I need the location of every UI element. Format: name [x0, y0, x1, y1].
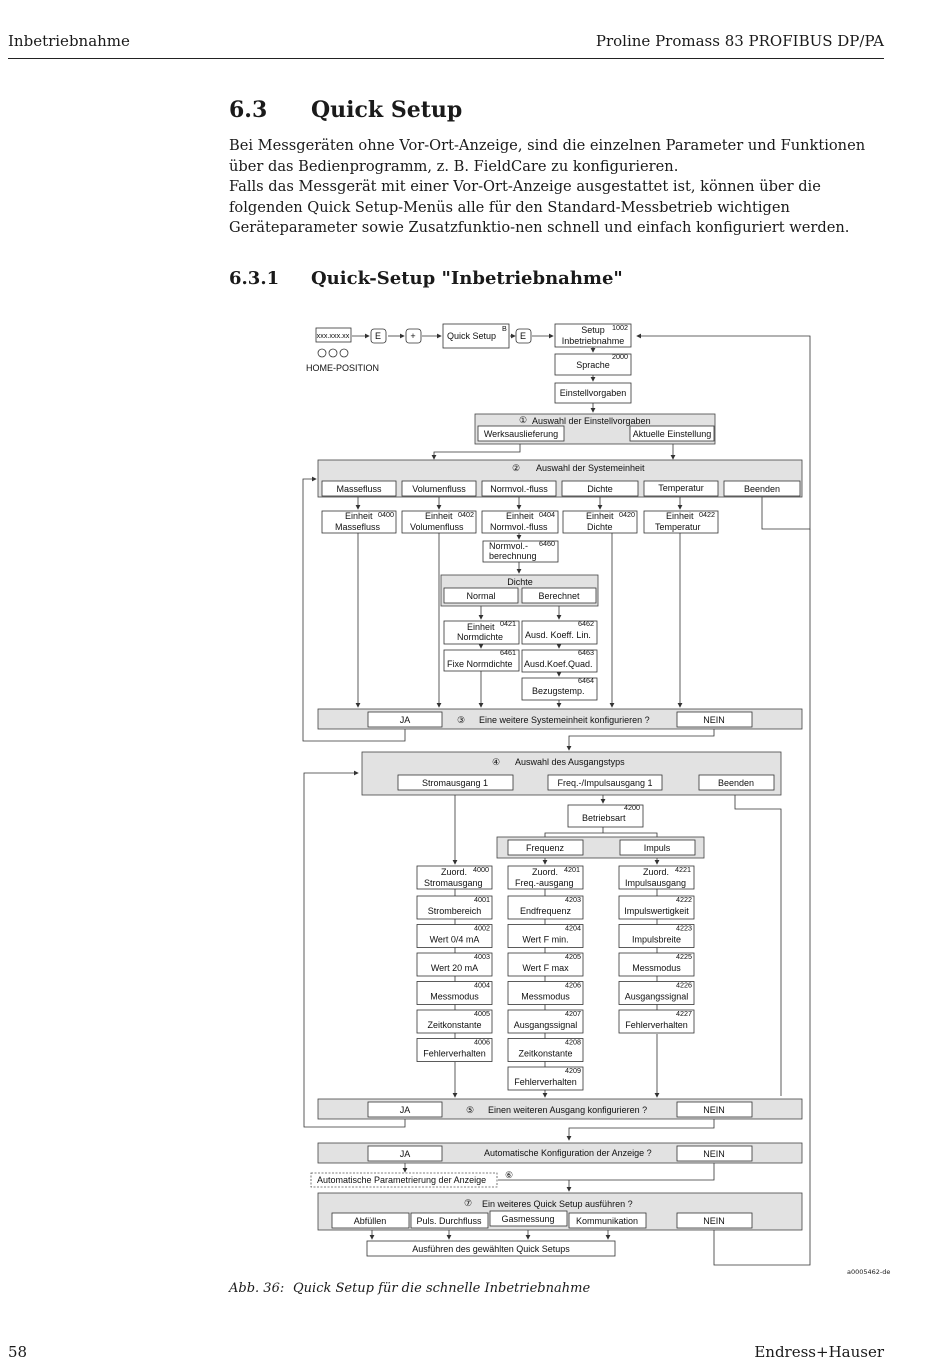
svg-text:Zuord.: Zuord.	[441, 867, 468, 877]
parameter-code: 4225	[676, 952, 692, 961]
svg-text:Einheit: Einheit	[666, 511, 694, 521]
parameter-label: Wert F min.	[522, 934, 569, 945]
parameter-box	[417, 1038, 492, 1062]
zuord-freq-ausgang-box	[508, 865, 583, 889]
einheit-normdichte-box	[444, 619, 519, 644]
svg-text:NEIN: NEIN	[703, 715, 725, 725]
betriebsart-box	[568, 803, 643, 827]
frequenz-impuls-group	[497, 837, 704, 858]
svg-text:4221: 4221	[675, 865, 691, 874]
ausd-koef-quad-box	[522, 648, 597, 672]
svg-text:Dichte: Dichte	[507, 577, 533, 587]
parameter-code: 4004	[474, 980, 490, 990]
freq-ausgang-parameter-list	[508, 889, 583, 1090]
figure-label: Abb. 36:	[229, 1281, 285, 1296]
einheit-normvol-box	[482, 510, 558, 533]
parameter-box	[508, 924, 583, 948]
subsection-title: Quick-Setup "Inbetriebnahme"	[311, 268, 623, 289]
svg-text:Automatische Parametrierung de: Automatische Parametrierung der Anzeige	[317, 1175, 487, 1185]
auto-konfiguration-bar	[318, 1143, 802, 1163]
svg-text:6461: 6461	[500, 648, 516, 657]
svg-text:Puls. Durchfluss: Puls. Durchfluss	[416, 1216, 482, 1226]
zuord-stromausgang-box	[417, 865, 492, 889]
svg-text:Stromausgang: Stromausgang	[424, 878, 483, 888]
page-number: 58	[8, 1343, 28, 1361]
parameter-code: 4005	[474, 1009, 490, 1018]
parameter-label: Endfrequenz	[519, 906, 572, 916]
parameter-box	[619, 1009, 694, 1033]
svg-text:Quick Setup: Quick Setup	[447, 331, 497, 341]
auswahl-einstellvorgaben-group	[475, 414, 715, 444]
svg-text:Einen weiteren Ausgang konfigu: Einen weiteren Ausgang konfigurieren ?	[488, 1105, 648, 1115]
auswahl-systemeinheit-group	[318, 460, 802, 497]
parameter-code: 4208	[565, 1037, 581, 1047]
svg-text:6462: 6462	[578, 619, 594, 628]
svg-text:Temperatur: Temperatur	[655, 522, 701, 532]
subsection-number: 6.3.1	[229, 268, 280, 289]
svg-text:+: +	[410, 331, 416, 341]
svg-text:Abfüllen: Abfüllen	[353, 1216, 387, 1226]
svg-text:Inbetriebnahme: Inbetriebnahme	[561, 336, 625, 346]
svg-text:Ausd.Koef.Quad.: Ausd.Koef.Quad.	[524, 659, 593, 669]
parameter-code: 4006	[474, 1037, 490, 1047]
parameter-code: 4226	[676, 980, 692, 990]
auto-parametrierung-box	[311, 1170, 513, 1187]
svg-text:Frequenz: Frequenz	[525, 843, 565, 853]
figure-caption	[229, 1281, 590, 1296]
parameter-code: 4001	[474, 895, 490, 904]
einheit-volumenfluss-box	[402, 510, 476, 533]
svg-text:③: ③	[457, 715, 466, 725]
svg-text:Betriebsart: Betriebsart	[582, 813, 626, 823]
figure-caption-text: Quick Setup für die schnelle Inbetriebnahme	[293, 1281, 591, 1296]
parameter-box	[508, 1009, 583, 1033]
parameter-code: 4209	[565, 1066, 581, 1075]
svg-text:Berechnet: Berechnet	[538, 591, 580, 601]
stromausgang-parameter-list	[417, 889, 492, 1062]
svg-text:Setup: Setup	[581, 325, 605, 335]
svg-text:Impulsausgang: Impulsausgang	[625, 878, 687, 888]
parameter-label: Messmodus	[521, 991, 570, 1002]
parameter-label: Wert 0/4 mA	[429, 934, 480, 945]
svg-text:Normal: Normal	[466, 591, 496, 601]
parameter-box	[619, 952, 694, 976]
display-readout: xxx.xxx.xx	[316, 331, 350, 340]
svg-text:Einheit: Einheit	[345, 511, 373, 521]
svg-text:Freq.-ausgang: Freq.-ausgang	[515, 878, 574, 888]
svg-text:JA: JA	[399, 1105, 411, 1115]
svg-text:0400: 0400	[378, 510, 394, 519]
running-header-product: Proline Promass 83 PROFIBUS DP/PA	[595, 32, 884, 50]
einheit-dichte-box	[563, 510, 637, 533]
home-position-display	[306, 328, 382, 373]
dichte-group	[441, 575, 598, 606]
svg-text:Freq.-/Impulsausgang 1: Freq.-/Impulsausgang 1	[557, 778, 653, 788]
parameter-label: Fehlerverhalten	[423, 1048, 486, 1059]
svg-text:Aktuelle Einstellung: Aktuelle Einstellung	[632, 429, 712, 439]
svg-text:②: ②	[512, 463, 521, 473]
einheit-massefluss-box	[322, 510, 396, 533]
svg-text:4000: 4000	[473, 865, 489, 874]
svg-text:Einheit: Einheit	[506, 511, 534, 521]
parameter-label: Fehlerverhalten	[625, 1020, 688, 1030]
parameter-code: 4203	[565, 895, 581, 904]
svg-text:Ausd. Koeff. Lin.: Ausd. Koeff. Lin.	[525, 630, 591, 640]
svg-text:NEIN: NEIN	[703, 1216, 725, 1226]
parameter-code: 4223	[676, 923, 692, 933]
svg-text:NEIN: NEIN	[703, 1105, 725, 1115]
svg-text:Dichte: Dichte	[587, 522, 613, 532]
svg-text:6460: 6460	[539, 539, 555, 548]
svg-text:Bezugstemp.: Bezugstemp.	[532, 686, 585, 696]
parameter-box	[619, 924, 694, 948]
svg-text:⑦: ⑦	[464, 1198, 473, 1208]
svg-text:Einheit: Einheit	[467, 622, 495, 632]
normvol-berechnung-box	[483, 539, 558, 562]
parameter-code: 4207	[565, 1009, 581, 1018]
svg-text:Normvol.-: Normvol.-	[489, 541, 529, 551]
parameter-label: Impulswertigkeit	[624, 906, 689, 916]
parameter-box	[417, 981, 492, 1005]
key-e-icon	[371, 329, 386, 343]
svg-text:Zuord.: Zuord.	[532, 867, 559, 877]
svg-text:1002: 1002	[612, 323, 628, 332]
einstellvorgaben-box	[555, 383, 631, 403]
sprache-box	[555, 352, 631, 375]
parameter-box	[417, 895, 492, 919]
parameter-label: Messmodus	[430, 991, 479, 1002]
weiterer-ausgang-bar	[318, 1099, 802, 1119]
parameter-box	[619, 981, 694, 1005]
svg-text:Werksauslieferung: Werksauslieferung	[483, 429, 559, 439]
svg-text:Auswahl des Ausgangstyps: Auswahl des Ausgangstyps	[515, 757, 625, 767]
svg-text:JA: JA	[399, 715, 411, 725]
svg-text:Gasmessung: Gasmessung	[501, 1214, 555, 1224]
parameter-code: 4206	[565, 980, 581, 990]
svg-text:0402: 0402	[458, 510, 474, 519]
svg-text:JA: JA	[399, 1149, 411, 1159]
parameter-box	[508, 895, 583, 919]
intro-paragraph-1: Bei Messgeräten ohne Vor-Ort-Anzeige, sind die einzelnen Parameter und Funktionen über das Bedienprogramm, z. B. FieldCare zu konfigurieren.	[229, 137, 866, 175]
svg-text:Automatische Konfiguration der: Automatische Konfiguration der Anzeige ?	[484, 1148, 652, 1158]
svg-text:Einheit: Einheit	[586, 511, 614, 521]
parameter-box	[508, 981, 583, 1005]
svg-text:①: ①	[519, 415, 528, 425]
svg-text:Beenden: Beenden	[743, 484, 781, 494]
weiteres-quick-setup-group	[318, 1193, 802, 1230]
ausfuehren-quick-setup-box	[367, 1241, 615, 1256]
figure-code: a0005462-de	[847, 1268, 891, 1276]
parameter-label: Wert F max	[522, 963, 569, 973]
parameter-code: 4205	[565, 952, 581, 961]
svg-text:0421: 0421	[500, 619, 516, 628]
svg-text:0422: 0422	[699, 510, 715, 519]
parameter-label: Ausgangssignal	[624, 991, 689, 1002]
key-plus-icon	[406, 329, 421, 343]
svg-text:4200: 4200	[624, 803, 640, 812]
svg-text:Fixe Normdichte: Fixe Normdichte	[447, 659, 513, 669]
footer-brand: Endress+Hauser	[754, 1343, 884, 1361]
svg-text:Normdichte: Normdichte	[457, 632, 504, 642]
parameter-box	[508, 1038, 583, 1062]
svg-text:6463: 6463	[578, 648, 594, 657]
svg-text:NEIN: NEIN	[703, 1149, 725, 1159]
parameter-label: Wert 20 mA	[430, 963, 479, 973]
parameter-box	[417, 924, 492, 948]
intro-paragraph-2: Falls das Messgerät mit einer Vor-Ort-Anzeige ausgestattet ist, können über die folgenden Quick Setup-Menüs alle für den Standard-Messbetrieb wichtigen Geräteparameter sowie Zusatzfunktio-nen schnell und einfach konfiguriert werden.	[229, 178, 850, 236]
svg-text:6464: 6464	[578, 676, 594, 685]
parameter-box	[619, 895, 694, 919]
svg-text:B: B	[502, 324, 507, 333]
svg-text:2000: 2000	[612, 352, 628, 361]
parameter-label: Messmodus	[632, 963, 681, 973]
parameter-code: 4222	[676, 895, 692, 904]
fixe-normdichte-box	[444, 648, 519, 671]
parameter-label: Zeitkonstante	[518, 1048, 573, 1059]
svg-text:Volumenfluss: Volumenfluss	[412, 484, 466, 494]
svg-text:Zuord.: Zuord.	[643, 867, 670, 877]
svg-text:E: E	[374, 331, 382, 341]
parameter-code: 4227	[676, 1009, 692, 1018]
svg-text:Stromausgang 1: Stromausgang 1	[421, 778, 489, 788]
ausd-koeff-lin-box	[522, 619, 597, 644]
svg-text:Ein weiteres Quick Setup ausfü: Ein weiteres Quick Setup ausführen ?	[482, 1199, 633, 1209]
svg-text:Volumenfluss: Volumenfluss	[410, 522, 464, 532]
svg-text:Normvol.-fluss: Normvol.-fluss	[490, 484, 548, 494]
svg-text:0420: 0420	[619, 510, 635, 519]
svg-text:Impuls: Impuls	[643, 843, 671, 853]
svg-text:Ausführen des gewählten Quick: Ausführen des gewählten Quick Setups	[412, 1244, 570, 1254]
svg-text:Massefluss: Massefluss	[336, 484, 382, 494]
svg-text:0404: 0404	[539, 510, 555, 519]
svg-text:Beenden: Beenden	[717, 778, 755, 788]
svg-text:Normvol.-fluss: Normvol.-fluss	[490, 522, 548, 532]
parameter-label: Fehlerverhalten	[514, 1077, 577, 1087]
svg-text:Auswahl der Systemeinheit: Auswahl der Systemeinheit	[536, 463, 645, 473]
parameter-box	[417, 952, 492, 976]
svg-text:Dichte: Dichte	[587, 484, 613, 494]
section-number: 6.3	[229, 97, 268, 123]
parameter-label: Zeitkonstante	[427, 1020, 482, 1030]
svg-text:Massefluss: Massefluss	[335, 522, 381, 532]
weitere-systemeinheit-bar	[318, 709, 802, 729]
svg-text:Einheit: Einheit	[425, 511, 453, 521]
parameter-code: 4002	[474, 923, 490, 933]
key-e-icon	[516, 329, 531, 343]
parameter-label: Strombereich	[427, 906, 482, 916]
svg-text:Temperatur: Temperatur	[658, 483, 704, 493]
impulsausgang-parameter-list	[619, 889, 694, 1033]
bezugstemp-box	[522, 676, 597, 700]
svg-text:Kommunikation: Kommunikation	[575, 1216, 639, 1226]
svg-text:Sprache: Sprache	[576, 360, 610, 370]
home-position-label: HOME-POSITION	[306, 363, 380, 373]
svg-text:④: ④	[492, 757, 501, 767]
parameter-label: Impulsbreite	[631, 934, 682, 945]
svg-text:berechnung: berechnung	[489, 551, 537, 561]
setup-inbetriebnahme-box	[555, 323, 631, 347]
svg-text:Auswahl der Einstellvorgaben: Auswahl der Einstellvorgaben	[532, 416, 651, 426]
svg-text:E: E	[519, 331, 527, 341]
parameter-box	[417, 1009, 492, 1033]
parameter-code: 4204	[565, 923, 581, 933]
zuord-impulsausgang-box	[619, 865, 694, 889]
svg-text:Einstellvorgaben: Einstellvorgaben	[559, 388, 627, 398]
svg-text:⑥: ⑥	[505, 1170, 514, 1180]
parameter-box	[508, 952, 583, 976]
section-title: Quick Setup	[311, 97, 463, 123]
parameter-code: 4003	[474, 952, 490, 961]
svg-text:Eine weitere Systemeinheit kon: Eine weitere Systemeinheit konfigurieren ?	[479, 715, 650, 725]
parameter-box	[508, 1066, 583, 1090]
svg-text:⑤: ⑤	[466, 1105, 475, 1115]
svg-text:4201: 4201	[564, 865, 580, 874]
einheit-temperatur-box	[644, 510, 718, 533]
quick-setup-box	[443, 324, 509, 348]
auswahl-ausgangstyp-group	[362, 752, 781, 795]
running-header-chapter: Inbetriebnahme	[8, 32, 130, 50]
parameter-label: Ausgangssignal	[513, 1020, 578, 1030]
